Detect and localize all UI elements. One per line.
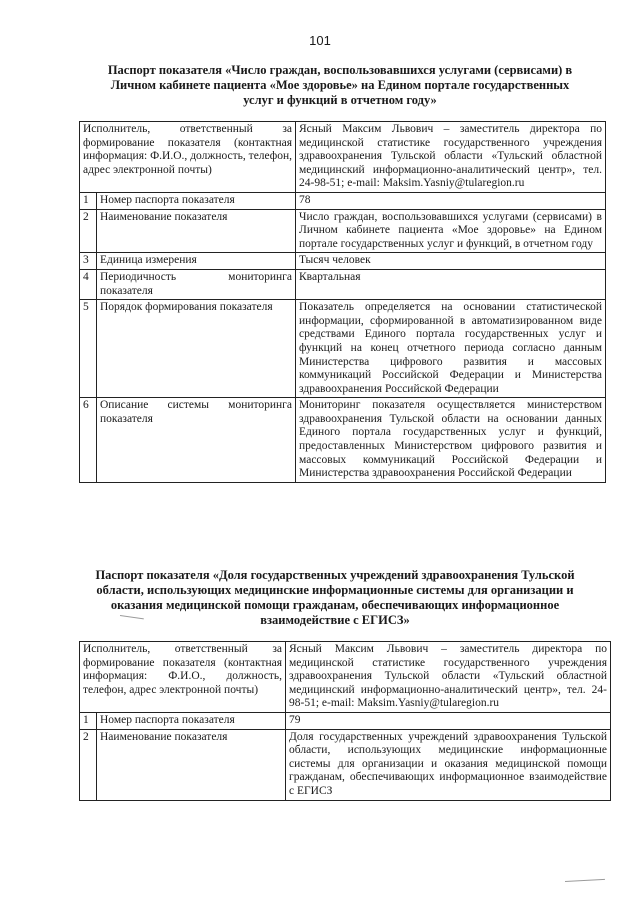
table-row: [80, 712, 611, 729]
table-row: [80, 253, 606, 270]
row-value: Мониторинг показателя осуществляется министерством здравоохранения Тульской области на основании данных Единого портала государственных услуг и функций, предоставленных Министерством цифрового развития и массовых коммуникаций Российской Федерации и Министерства здравоохранения Российской Федерации: [296, 398, 606, 483]
row-value: Квартальная: [296, 269, 606, 299]
row-value: Доля государственных учреждений здравоохранения Тульской области, использующих медицинские информационные системы для организации и оказания медицинской помощи гражданам, обеспечивающих информационное взаимодействие с ЕГИСЗ: [286, 729, 611, 800]
row-label: Наименование показателя: [97, 729, 286, 800]
row-number: 4: [80, 269, 97, 299]
row-value: 78: [296, 192, 606, 209]
pen-mark: [565, 879, 605, 882]
title-line: Паспорт показателя «Доля государственных учреждений здравоохранения Тульской: [95, 568, 575, 582]
row-value: 79: [286, 712, 611, 729]
title-line: услуг и функций в отчетном году»: [243, 93, 437, 107]
executor-value: Ясный Максим Львович – заместитель директора по медицинской статистике государственного учреждения здравоохранения Тульской области «Тульский областной медицинский информационно-аналитический центр», тел. 24-98-51; e-mail: Maksim.Yasniy@tularegion.ru: [286, 642, 611, 713]
title-line: Личном кабинете пациента «Мое здоровье» на Едином портале государственных: [110, 78, 570, 92]
row-number: 6: [80, 398, 97, 483]
row-number: 1: [80, 712, 97, 729]
row-number: 3: [80, 253, 97, 270]
table-row: [80, 192, 606, 209]
row-label: Описание системы мониторинга показателя: [97, 398, 296, 483]
row-number: 2: [80, 729, 97, 800]
page-number: 101: [309, 33, 331, 48]
row-label: Порядок формирования показателя: [97, 300, 296, 398]
passport-78-title: [80, 63, 600, 108]
table-row: [80, 642, 611, 713]
table-row: [80, 122, 606, 193]
table-row: [80, 300, 606, 398]
title-line: взаимодействие с ЕГИСЗ»: [260, 613, 410, 627]
table-row: [80, 269, 606, 299]
table-row: [80, 729, 611, 800]
executor-value: Ясный Максим Львович – заместитель директора по медицинской статистике государственного учреждения здравоохранения Тульской области «Тульский областной медицинский информационно-аналитический центр», тел. 24-98-51; e-mail: Maksim.Yasniy@tularegion.ru: [296, 122, 606, 193]
row-value: Тысяч человек: [296, 253, 606, 270]
title-line: Паспорт показателя «Число граждан, воспользовавшихся услугами (сервисами) в: [107, 63, 573, 77]
row-label: Единица измерения: [97, 253, 296, 270]
row-label: Наименование показателя: [97, 209, 296, 253]
table-row: [80, 398, 606, 483]
executor-label: Исполнитель, ответственный за формирование показателя (контактная информация: Ф.И.О., должность, телефон, адрес электронной почты): [80, 122, 296, 193]
row-number: 2: [80, 209, 97, 253]
executor-label: Исполнитель, ответственный за формирование показателя (контактная информация: Ф.И.О., должность, телефон, адрес электронной почты): [80, 642, 286, 713]
row-number: 1: [80, 192, 97, 209]
row-value: Показатель определяется на основании статистической информации, сформированной в автоматизированном виде средствами Единого портала государственных услуг и функций на конец отчетного периода согласно данным Министерства цифрового развития и массовых коммуникаций Российской Федерации и Министерства здравоохранения Российской Федерации: [296, 300, 606, 398]
table-row: [80, 209, 606, 253]
row-value: Число граждан, воспользовавшихся услугами (сервисами) в Личном кабинете пациента «Мое здоровье» на Едином портале государственных услуг и функций, в отчетном году: [296, 209, 606, 253]
passport-79-title: [70, 568, 600, 628]
row-label: Номер паспорта показателя: [97, 192, 296, 209]
row-label: Номер паспорта показателя: [97, 712, 286, 729]
passport-79-table: [79, 641, 611, 801]
title-line: области, использующих медицинские информационные системы для организации и: [96, 583, 574, 597]
row-label: Периодичность мониторинга показателя: [97, 269, 296, 299]
passport-78-table: [79, 121, 606, 483]
title-line: оказания медицинской помощи гражданам, обеспечивающих информационное: [110, 598, 560, 612]
row-number: 5: [80, 300, 97, 398]
